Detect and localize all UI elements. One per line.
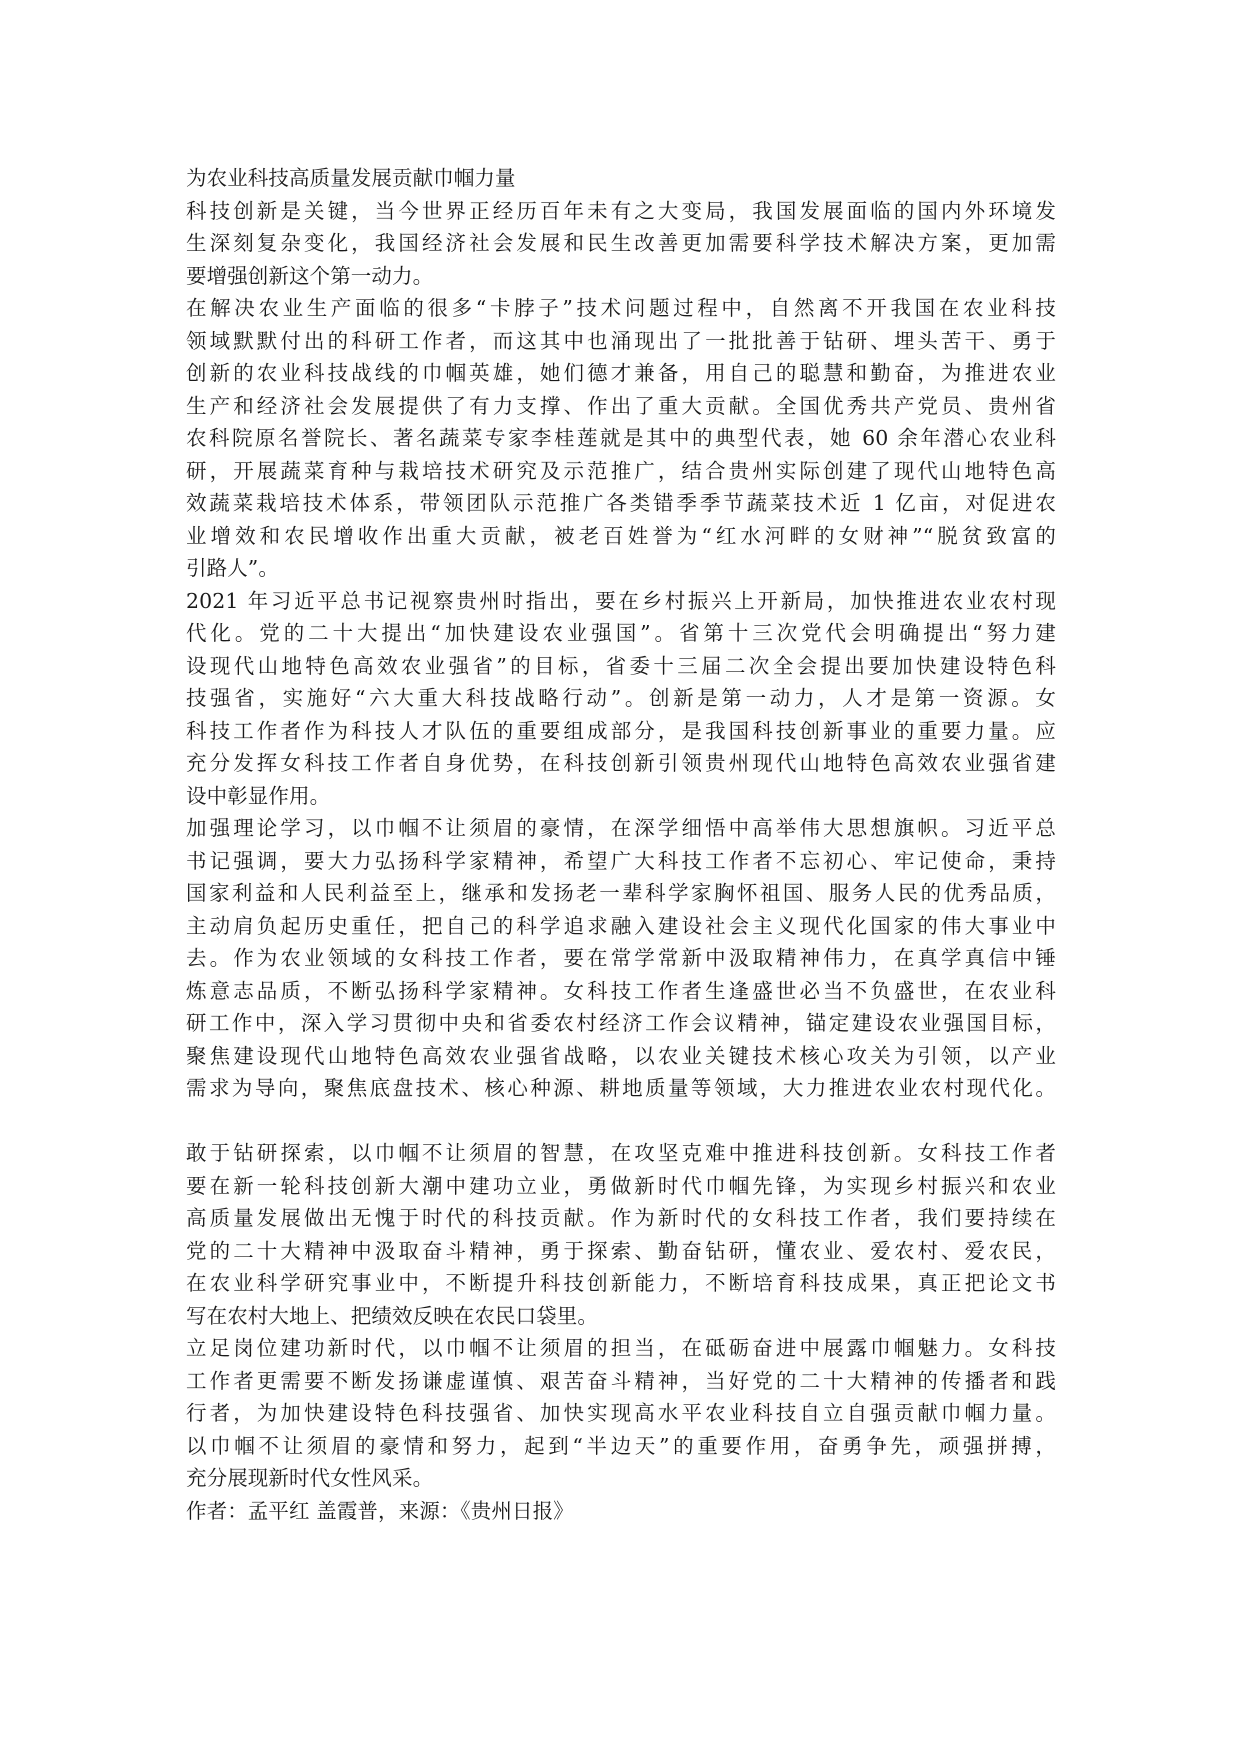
- text-line: 2021 年习近平总书记视察贵州时指出，要在乡村振兴上开新局，加快推进农业农村现: [186, 588, 1056, 613]
- article-byline: 作者：孟平红 盖霞普，来源：《贵州日报》: [186, 1498, 574, 1523]
- text-line: 书记强调，要大力弘扬科学家精神，希望广大科技工作者不忘初心、牢记使命，秉持: [186, 848, 1056, 873]
- paragraph-intro: [186, 195, 1056, 293]
- text-line: 效蔬菜栽培技术体系，带领团队示范推广各类错季季节蔬菜技术近 1 亿亩，对促进农: [186, 491, 1056, 515]
- text-line: 聚焦建设现代山地特色高效农业强省战略，以农业关键技术核心攻关为引领，以产业: [186, 1043, 1056, 1068]
- text-line: 敢于钻研探索，以巾帼不让须眉的智慧，在攻坚克难中推进科技创新。女科技工作者: [186, 1141, 1056, 1165]
- text-line: 写在农村大地上、把绩效反映在农民口袋里。: [186, 1303, 598, 1328]
- text-line: 国家利益和人民利益至上，继承和发扬老一辈科学家胸怀祖国、服务人民的优秀品质，: [186, 881, 1056, 905]
- text-line: 充分展现新时代女性风采。: [186, 1466, 434, 1490]
- text-line: 在解决农业生产面临的很多“卡脖子”技术问题过程中，自然离不开我国在农业科技: [186, 296, 1056, 320]
- text-line: 领域默默付出的科研工作者，而这其中也涌现出了一批批善于钻研、埋头苦干、勇于: [186, 328, 1056, 353]
- paragraph-policy: [186, 585, 1056, 813]
- text-line: 充分发挥女科技工作者自身优势，在科技创新引领贵州现代山地特色高效农业强省建: [186, 751, 1056, 775]
- paragraph-responsibility: [186, 1332, 1056, 1495]
- paragraph-researchers: [186, 292, 1056, 585]
- text-line: 技强省，实施好“六大重大科技战略行动”。创新是第一动力，人才是第一资源。女: [186, 686, 1056, 710]
- text-line: 需求为导向，聚焦底盘技术、核心种源、耕地质量等领域，大力推进农业农村现代化。: [186, 1076, 1056, 1100]
- paragraph-theory: [186, 812, 1056, 1105]
- paragraph-innovation: [186, 1137, 1056, 1332]
- text-line: 生深刻复杂变化，我国经济社会发展和民生改善更加需要科学技术解决方案，更加需: [186, 231, 1056, 255]
- text-line: 要增强创新这个第一动力。: [186, 263, 434, 288]
- text-line: 科技工作者作为科技人才队伍的重要组成部分，是我国科技创新事业的重要力量。应: [186, 718, 1056, 743]
- text-line: 农科院原名誉院长、著名蔬菜专家李桂莲就是其中的典型代表，她 60 余年潜心农业科: [186, 426, 1056, 450]
- text-line: 科技创新是关键，当今世界正经历百年未有之大变局，我国发展面临的国内外环境发: [186, 198, 1056, 223]
- text-line: 创新的农业科技战线的巾帼英雄，她们德才兼备，用自己的聪慧和勤奋，为推进农业: [186, 361, 1056, 385]
- text-line: 生产和经济社会发展提供了有力支撑、作出了重大贡献。全国优秀共产党员、贵州省: [186, 393, 1056, 418]
- text-line: 炼意志品质，不断弘扬科学家精神。女科技工作者生逢盛世必当不负盛世，在农业科: [186, 978, 1056, 1003]
- article-title: 为农业科技高质量发展贡献巾帼力量: [186, 166, 516, 190]
- text-line: 代化。党的二十大提出“加快建设农业强国”。省第十三次党代会明确提出“努力建: [186, 621, 1056, 645]
- text-line: 设中彰显作用。: [186, 783, 331, 808]
- text-line: 党的二十大精神中汲取奋斗精神，勇于探索、勤奋钻研，懂农业、爱农村、爱农民，: [186, 1238, 1056, 1263]
- text-line: 以巾帼不让须眉的豪情和努力，起到“半边天”的重要作用，奋勇争先，顽强拼搏，: [186, 1433, 1056, 1458]
- text-line: 研，开展蔬菜育种与栽培技术研究及示范推广，结合贵州实际创建了现代山地特色高: [186, 458, 1056, 483]
- text-line: 高质量发展做出无愧于时代的科技贡献。作为新时代的女科技工作者，我们要持续在: [186, 1206, 1056, 1230]
- text-line: 工作者更需要不断发扬谦虚谨慎、艰苦奋斗精神，当好党的二十大精神的传播者和践: [186, 1368, 1056, 1393]
- text-line: 去。作为农业领域的女科技工作者，要在常学常新中汲取精神伟力，在真学真信中锤: [186, 946, 1056, 970]
- text-line: 行者，为加快建设特色科技强省、加快实现高水平农业科技自立自强贡献巾帼力量。: [186, 1401, 1056, 1425]
- text-line: 主动肩负起历史重任，把自己的科学追求融入建设社会主义现代化国家的伟大事业中: [186, 913, 1056, 938]
- text-line: 引路人”。: [186, 556, 279, 580]
- text-line: 研工作中，深入学习贯彻中央和省委农村经济工作会议精神，锚定建设农业强国目标，: [186, 1011, 1056, 1035]
- text-line: 设现代山地特色高效农业强省”的目标，省委十三届二次全会提出要加快建设特色科: [186, 653, 1056, 678]
- text-line: 立足岗位建功新时代，以巾帼不让须眉的担当，在砥砺奋进中展露巾帼魅力。女科技: [186, 1336, 1056, 1360]
- text-line: 要在新一轮科技创新大潮中建功立业，勇做新时代巾帼先锋，为实现乡村振兴和农业: [186, 1173, 1056, 1198]
- paragraph-spacer: [186, 1105, 1056, 1138]
- text-line: 加强理论学习，以巾帼不让须眉的豪情，在深学细悟中高举伟大思想旗帜。习近平总: [186, 816, 1056, 840]
- text-line: 在农业科学研究事业中，不断提升科技创新能力，不断培育科技成果，真正把论文书: [186, 1271, 1056, 1295]
- text-line: 业增效和农民增收作出重大贡献，被老百姓誉为“红水河畔的女财神”“脱贫致富的: [186, 523, 1056, 548]
- document-page: [186, 162, 1056, 1527]
